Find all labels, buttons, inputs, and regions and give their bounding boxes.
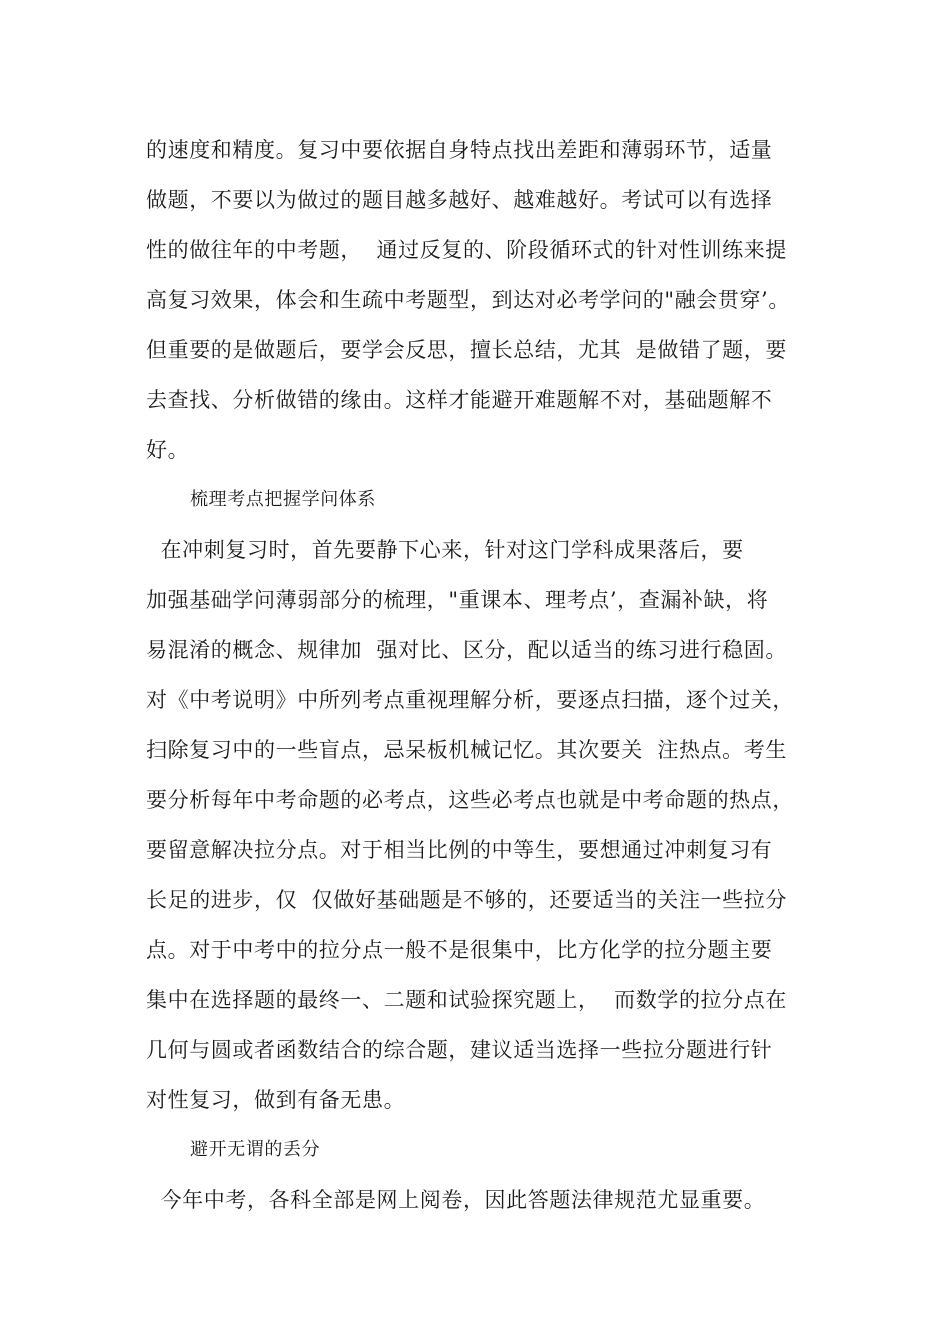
text-line: 对性复习，做到有备无患。 [146, 1088, 406, 1112]
text-line: 在冲刺复习时，首先要静下心来，针对这门学科成果落后，要 [146, 538, 744, 562]
text-line: 集中在选择题的最终一、二题和试验探究题上， 而数学的拉分点在 [146, 988, 787, 1012]
text-line: 扫除复习中的一些盲点，忌呆板机械记忆。其次要关 注热点。考生 [146, 738, 787, 762]
text-line: 但重要的是做题后，要学会反思，擅长总结，尤其 是做错了题，要 [146, 338, 787, 362]
text-line: 好。 [146, 438, 190, 462]
text-line: 加强基础学问薄弱部分的梳理，"重课本、理考点’，查漏补缺，将 [146, 588, 769, 612]
text-line: 今年中考，各科全部是网上阅卷，因此答题法律规范尤显重要。 [146, 1188, 766, 1212]
text-line: 对《中考说明》中所列考点重视理解分析，要逐点扫描，逐个过关， [146, 688, 794, 712]
text-line: 做题，不要以为做过的题目越多越好、越难越好。考试可以有选择 [146, 188, 773, 212]
text-line: 性的做往年的中考题， 通过反复的、阶段循环式的针对性训练来提 [146, 238, 787, 262]
section-heading: 避开无谓的丢分 [190, 1139, 321, 1160]
text-line: 高复习效果，体会和生疏中考题型，到达对必考学问的"融会贯穿’。 [146, 288, 790, 312]
section-heading: 梳理考点把握学问体系 [190, 489, 376, 510]
text-line: 几何与圆或者函数结合的综合题，建议适当选择一些拉分题进行针 [146, 1038, 773, 1062]
text-line: 的速度和精度。复习中要依据自身特点找出差距和薄弱环节，适量 [146, 138, 773, 162]
text-line: 易混淆的概念、规律加 强对比、区分，配以适当的练习进行稳固。 [146, 638, 787, 662]
text-line: 点。对于中考中的拉分点一般不是很集中，比方化学的拉分题主要 [146, 938, 773, 962]
text-line: 去查找、分析做错的缘由。这样才能避开难题解不对，基础题解不 [146, 388, 773, 412]
text-line: 长足的进步，仅 仅做好基础题是不够的，还要适当的关注一些拉分 [146, 888, 787, 912]
text-line: 要留意解决拉分点。对于相当比例的中等生，要想通过冲刺复习有 [146, 838, 773, 862]
text-line: 要分析每年中考命题的必考点，这些必考点也就是中考命题的热点， [146, 788, 794, 812]
